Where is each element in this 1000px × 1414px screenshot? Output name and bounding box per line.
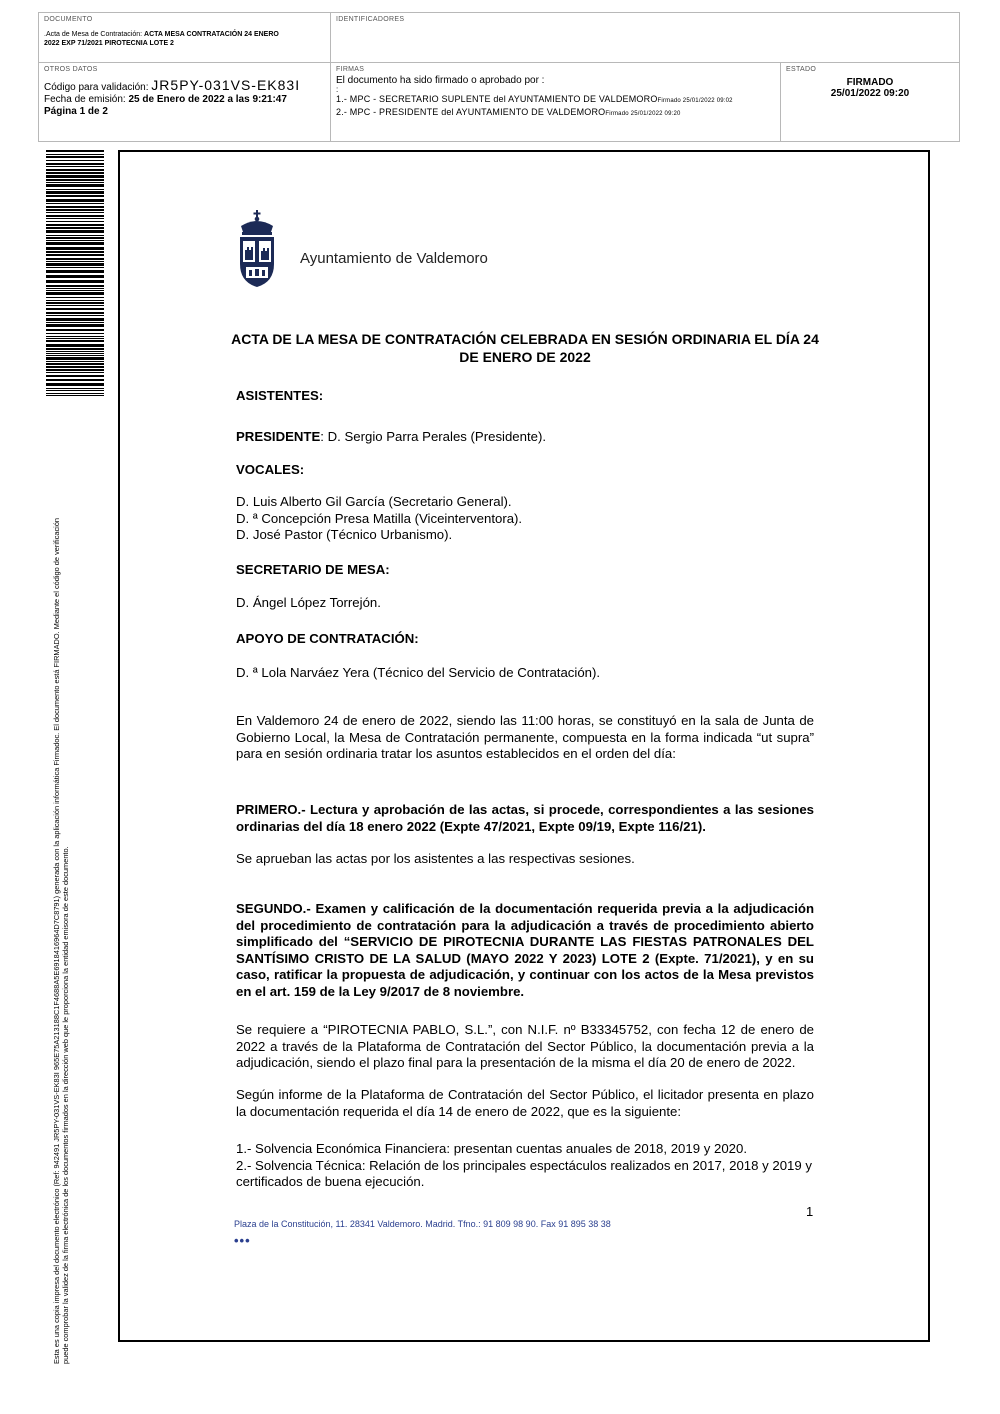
- documento-title-line-1: ACTA MESA CONTRATACIÓN 24 ENERO: [144, 31, 279, 38]
- estado-cell: [780, 63, 959, 141]
- documento-title: [44, 30, 325, 48]
- firmas-intro: El documento ha sido firmado o aprobado por :: [336, 75, 545, 86]
- firma-2-name: 2.- MPC - PRESIDENTE del AYUNTAMIENTO DE VALDEMORO: [336, 107, 606, 117]
- identificadores-caption: IDENTIFICADORES: [336, 16, 405, 23]
- primero-heading: PRIMERO.- Lectura y aprobación de las actas, si procede, correspondientes a las sesiones ordinarias del día 18 enero 2022 (Expte 47/2021, Expte 09/19, Expte 116/21).: [236, 802, 814, 834]
- side-text-line-1: Esta es una copia impresa del documento electrónico (Ref: 942491 JR5PY-031VS-EK83I 965E75A213188C1F4688A5E6918416964D7C8791) generada con la aplicación informática Firmadoc. El documento está FIRMADO. Mediante el código de verificación: [52, 517, 61, 1364]
- estado-caption: ESTADO: [786, 66, 817, 73]
- header-row-bottom: [39, 62, 959, 141]
- presidente-line: [236, 429, 814, 446]
- segundo-heading: SEGUNDO.- Examen y calificación de la documentación requerida previa a la adjudicación del procedimiento de contratación para la adjudicación a través de procedimiento abierto simplificado del “SERVICIO DE PIROTECNIA DURANTE LAS FIESTAS PATRONALES DEL SANTÍSIMO CRISTO DE LA SALUD (MAYO 2022 Y 2023) LOTE 2 (Expte. 71/2021), y en su caso, ratificar la propuesta de adjudicación, y continuar con los actos de la Mesa previstos en el art. 159 de la Ley 9/2017 de 8 noviembre.: [236, 901, 814, 999]
- page-number: 1: [806, 1204, 814, 1219]
- barcode-image: [46, 150, 104, 396]
- apoyo-value: D. ª Lola Narváez Yera (Técnico del Servicio de Contratación).: [236, 665, 601, 680]
- otros-datos-caption: OTROS DATOS: [44, 66, 98, 73]
- firma-1-date: Firmado 25/01/2022 09:02: [657, 98, 733, 104]
- footer-dots: •••: [234, 1233, 251, 1248]
- firmas-colon: :: [336, 85, 339, 94]
- codigo-validacion: [44, 79, 325, 94]
- asistentes-heading: ASISTENTES:: [236, 388, 324, 403]
- fecha-value: 25 de Enero de 2022 a las 9:21:47: [128, 94, 287, 105]
- firma-1-name: 1.- MPC - SECRETARIO SUPLENTE del AYUNTAMIENTO DE VALDEMORO: [336, 94, 658, 104]
- firma-1: [336, 94, 775, 107]
- apoyo-heading: APOYO DE CONTRATACIÓN:: [236, 631, 419, 646]
- document-page: [118, 150, 930, 1342]
- document-title-line-1: ACTA DE LA MESA DE CONTRATACIÓN CELEBRADA EN SESIÓN ORDINARIA EL DÍA 24: [231, 331, 819, 347]
- documentation-item-1: 1.- Solvencia Económica Financiera: presentan cuentas anuales de 2018, 2019 y 2020.: [236, 1141, 747, 1156]
- side-verification-text: [52, 398, 70, 1364]
- presidente-value: : D. Sergio Parra Perales (Presidente).: [320, 429, 547, 444]
- footer-address: Plaza de la Constitución, 11. 28341 Valdemoro. Madrid. Tfno.: 91 809 98 90. Fax 91 895 38 38: [234, 1219, 611, 1229]
- estado-date: 25/01/2022 09:20: [830, 88, 910, 99]
- valdemoro-coat-of-arms-logo: [237, 210, 277, 288]
- side-text-line-2: puede comprobar la validez de la firma electrónica de los documentos firmados en la dirección web que le proporciona la entidad emisora de este documento.: [61, 846, 70, 1364]
- otros-datos-cell: [39, 63, 330, 141]
- firma-2: [336, 107, 775, 120]
- vocal-3: D. José Pastor (Técnico Urbanismo).: [236, 527, 453, 542]
- estado-status: [786, 77, 954, 99]
- primero-body: Se aprueban las actas por los asistentes a las respectivas sesiones.: [236, 851, 635, 866]
- document-title: [220, 330, 830, 366]
- intro-paragraph: En Valdemoro 24 de enero de 2022, siendo las 11:00 horas, se constituyó en la sala de Junta de Gobierno Local, la Mesa de Contratación permanente, compuesta en la forma indicada “ut supra” para en sesión ordinaria tratar los asuntos establecidos en el orden del día:: [236, 713, 814, 761]
- codigo-value: JR5PY-031VS-EK83I: [151, 77, 301, 93]
- firmas-cell: [330, 63, 780, 141]
- organization-name: Ayuntamiento de Valdemoro: [300, 250, 488, 267]
- secretario-heading: SECRETARIO DE MESA:: [236, 562, 390, 577]
- presidente-label: PRESIDENTE: [236, 429, 321, 444]
- fecha-label: Fecha de emisión:: [44, 94, 126, 105]
- segundo-paragraph-2: Según informe de la Plataforma de Contratación del Sector Público, el licitador presenta en plazo la documentación requerida el día 14 de enero de 2022, que es la siguiente:: [236, 1087, 814, 1119]
- document-header-table: [38, 12, 960, 142]
- segundo-paragraph-1: Se requiere a “PIROTECNIA PABLO, S.L.”, con N.I.F. nº B33345752, con fecha 12 de enero de 2022 a través de la Plataforma de Contratación del Sector Público, la documentación previa a la adjudicación, siendo el plazo final para la presentación de la misma el día 20 de enero de 2022.: [236, 1022, 814, 1070]
- fecha-emision: [44, 94, 325, 106]
- vocal-2: D. ª Concepción Presa Matilla (Viceinterventora).: [236, 510, 523, 526]
- identificadores-cell: [330, 13, 959, 62]
- documento-cell: [39, 13, 330, 62]
- firma-2-date: Firmado 25/01/2022 09:20: [605, 111, 681, 117]
- estado-value: FIRMADO: [846, 77, 894, 88]
- documento-title-line-2: 2022 EXP 71/2021 PIROTECNIA LOTE 2: [44, 40, 174, 47]
- vocales-heading: VOCALES:: [236, 462, 305, 477]
- vocal-1: D. Luis Alberto Gil García (Secretario General).: [236, 494, 512, 509]
- documento-caption: DOCUMENTO: [44, 16, 93, 23]
- codigo-label: Código para validación:: [44, 82, 149, 93]
- documento-prefix: .Acta de Mesa de Contratación:: [44, 31, 143, 38]
- secretario-value: D. Ángel López Torrejón.: [236, 595, 381, 610]
- document-title-line-2: DE ENERO DE 2022: [459, 349, 591, 365]
- pagina-indicator: Página 1 de 2: [44, 106, 108, 117]
- header-row-top: [39, 13, 959, 62]
- firmas-caption: FIRMAS: [336, 66, 365, 73]
- documentation-item-2: 2.- Solvencia Técnica: Relación de los principales espectáculos realizados en 2017, 2018 y 2019 y certificados de buena ejecución.: [236, 1157, 812, 1189]
